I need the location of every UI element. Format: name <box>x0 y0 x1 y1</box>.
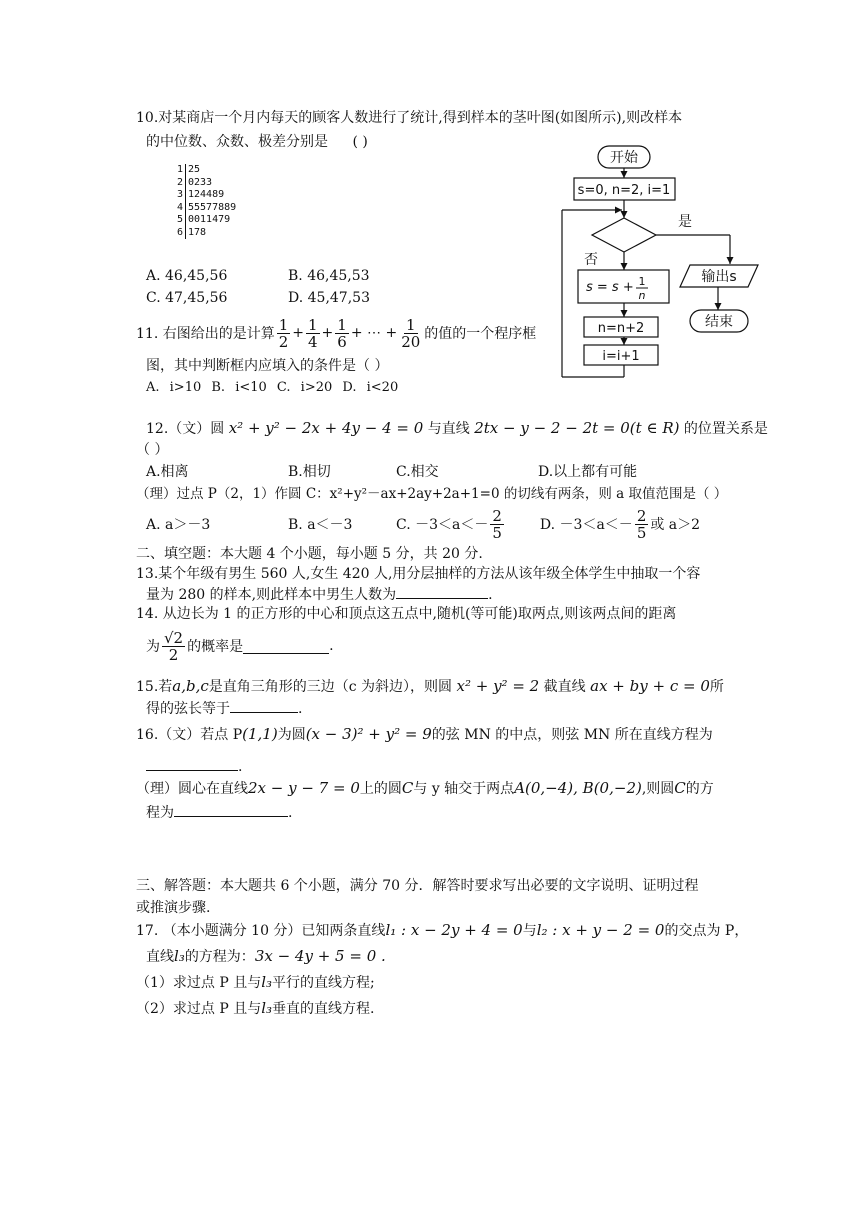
q12-wen <box>146 418 768 439</box>
q12-option-c: C.相交 <box>396 464 439 480</box>
q16-li-line-eq: 2x − y − 7 = 0 <box>248 779 360 797</box>
q12-li-option-a: A. a＞－3 <box>146 517 211 533</box>
q12-li-option-b: B. a＜－3 <box>288 517 353 533</box>
flow-decision-node <box>592 218 656 252</box>
q14-post: 的概率是 <box>187 639 244 655</box>
q14-line2: 为 $\frac{√2}{2}$ 的概率是 . <box>146 628 334 664</box>
section2-heading: 二、填空题：本大题 4 个小题，每小题 5 分，共 20 分. <box>136 546 483 562</box>
q13-line1: 13.某个年级有男生 560 人,女生 420 人,用分层抽样的方法从该年级全体学生中抽取一个容 <box>136 566 701 582</box>
q11-frac-1: $\frac{1}{2}$ <box>278 315 289 351</box>
q11-line2: 图，其中判断框内应填入的条件是（ ） <box>146 358 389 374</box>
stem-row <box>172 202 236 215</box>
flow-no-label: 否 <box>584 252 598 268</box>
leaf: 0011479 <box>188 214 231 225</box>
q17-pre: 17. （本小题满分 10 分）已知两条直线 <box>136 923 386 939</box>
q15-answer-blank[interactable] <box>230 698 298 713</box>
q10-answer-paren: ( ) <box>352 134 368 150</box>
q17-line2-pre: 直线 <box>146 949 174 965</box>
flow-assign-label: s = s + <box>586 280 634 295</box>
program-flowchart <box>550 140 770 385</box>
q12-wen-mid: 与直线 <box>427 421 470 437</box>
q17-line2 <box>146 946 386 967</box>
stem: 1 <box>172 164 186 177</box>
q16-li-pre: （理）圆心在直线 <box>136 781 248 797</box>
q12-option-d: D.以上都有可能 <box>538 464 638 480</box>
q14-pre: 为 <box>146 639 160 655</box>
stem-row <box>172 189 236 202</box>
q10-option-c: C. 47,45,56 <box>146 290 228 306</box>
flow-end-label: 结束 <box>705 314 733 330</box>
q16-point: (1,1) <box>242 725 278 743</box>
q13-line2: 量为 280 的样本,则此样本中男生人数为 . <box>146 584 493 605</box>
stem: 4 <box>172 202 186 215</box>
stem: 6 <box>172 227 186 240</box>
q17-sub1-pre: （1）求过点 P 且与 <box>136 975 262 991</box>
flow-update-n-label: n=n+2 <box>597 321 645 336</box>
flow-output-label: 输出s <box>701 269 737 285</box>
q14-line1: 14. 从边长为 1 的正方形的中心和顶点这五点中,随机(等可能)取两点,则该两点间的距离 <box>136 606 677 622</box>
q17-mid: 与 <box>522 923 537 939</box>
q17-sub1-post: 平行的直线方程; <box>272 975 375 991</box>
q17-l3-eq: 3x − 4y + 5 = 0 . <box>254 947 386 965</box>
flow-init-label: s=0, n=2, i=1 <box>577 183 671 198</box>
q16-li-c2: C <box>674 779 686 797</box>
stem-row <box>172 227 236 240</box>
q12-paren: （ ） <box>136 442 169 458</box>
q17-line2-mid: 的方程为： <box>184 949 255 965</box>
stem: 5 <box>172 214 186 227</box>
q16-li-post: ,则圆 <box>641 781 675 797</box>
q12-li-option-d: D. －3＜a＜－ <box>539 517 633 533</box>
q12-option-a: A.相离 <box>146 464 189 480</box>
q10-line1: 10.对某商店一个月内每天的顾客人数进行了统计,得到样本的茎叶图(如图所示),则改样本 <box>136 110 683 126</box>
q17-post: 的交点为 P， <box>664 923 749 939</box>
q16-li-points: A(0,−4), B(0,−2) <box>514 779 642 797</box>
q12-option-b: B.相切 <box>288 464 331 480</box>
q16-li-line2-text: 程为 <box>146 805 174 821</box>
q10-option-b: B. 46,45,53 <box>288 268 370 284</box>
q16-li-mid2: 与 y 轴交于两点 <box>413 781 515 797</box>
q12-line-eq: 2tx − y − 2 − 2t = 0(t ∈ R) <box>474 419 680 437</box>
q16-li-c: C <box>401 779 414 797</box>
q12-li-options <box>146 504 700 544</box>
q17-l2-eq: l₂ : x + y − 2 = 0 <box>536 921 665 939</box>
q16-li-answer-blank[interactable] <box>174 802 288 817</box>
stem: 3 <box>172 189 186 202</box>
stem-row <box>172 164 236 177</box>
flow-yes-label: 是 <box>678 214 692 230</box>
leaf: 55577889 <box>188 201 237 213</box>
q15-line-eq: ax + by + c = 0 <box>590 677 710 695</box>
leaf: 25 <box>188 164 201 175</box>
q11-line1: 11. 右图给出的是计算 $\frac{1}{2}$ + $\frac{1}{4}$ + $\frac{1}{6}$ + ⋯ + $\frac{1}{20}$ 的值的一个程序框 <box>136 315 537 351</box>
q13-line2-text: 量为 280 的样本,则此样本中男生人数为 <box>146 587 397 603</box>
q12-li-option-d-post: 或 a＞2 <box>650 517 701 533</box>
q16-circle-eq: (x − 3)² + y² = 9 <box>305 725 432 743</box>
q14-frac: $\frac{√2}{2}$ <box>164 628 184 664</box>
section3-line2: 或推演步骤. <box>136 900 211 916</box>
leaf: 0233 <box>188 176 213 188</box>
q12-li-option-c: C. －3＜a＜－ <box>396 517 489 533</box>
q12-wen-pre: 12.（文）圆 <box>146 421 225 437</box>
q17-l3: l₃ <box>174 947 185 965</box>
q10-option-d: D. 45,47,53 <box>288 290 370 306</box>
flow-assign-num: 1 <box>638 275 646 288</box>
q11-pre: 11. 右图给出的是计算 <box>136 326 275 342</box>
q15-pre: 15.若 <box>136 679 173 695</box>
q10-line2-text: 的中位数、众数、极差分别是 <box>146 134 328 150</box>
q12-circle-eq: x² + y² − 2x + 4y − 4 = 0 <box>228 419 424 437</box>
q10-option-a: A. 46,45,56 <box>146 268 228 284</box>
q16-li <box>136 778 714 799</box>
q17-sub2-pre: （2）求过点 P 且与 <box>136 1001 262 1017</box>
q16-wen-mid: 为圆 <box>277 727 306 743</box>
q17-sub2-l3: l₃ <box>261 999 273 1017</box>
q17-l1-eq: l₁ : x − 2y + 4 = 0 <box>385 921 523 939</box>
q11-frac-4: $\frac{1}{20}$ <box>401 315 421 351</box>
q16-li-mid: 上的圆 <box>359 781 402 797</box>
q16-wen-answer-blank[interactable] <box>146 756 238 771</box>
q11-frac-3: $\frac{1}{6}$ <box>337 315 347 351</box>
q15-line2: 得的弦长等于 . <box>146 698 302 719</box>
q16-li-line2: 程为 . <box>146 802 292 823</box>
q17-sub1-l3: l₃ <box>261 973 273 991</box>
q12-li-frac-c: $\frac{2}{5}$ <box>492 506 502 542</box>
q10-line2 <box>146 132 368 152</box>
q14-answer-blank[interactable] <box>243 639 329 654</box>
q15-line1 <box>136 676 724 697</box>
q15-circle-eq: x² + y² = 2 <box>456 677 540 695</box>
stem: 2 <box>172 177 186 190</box>
q17-sub2-post: 垂直的直线方程. <box>272 1001 375 1017</box>
q12-wen-post: 的位置关系是 <box>683 421 768 437</box>
q16-wen-blank-line: . <box>146 756 242 777</box>
q13-answer-blank[interactable] <box>396 584 488 599</box>
flow-assign-den: n <box>638 289 646 302</box>
q12-li-frac-d: $\frac{2}{5}$ <box>636 506 647 542</box>
flow-update-i-label: i=i+1 <box>602 349 640 364</box>
q15-mid2: 截直线 <box>543 679 586 695</box>
q16-li-post2: 的方 <box>685 781 714 797</box>
q17-line1 <box>136 920 748 941</box>
q17-sub2 <box>136 998 375 1019</box>
q17-sub1 <box>136 972 375 993</box>
flow-start-label: 开始 <box>610 150 638 166</box>
section3-line1: 三、解答题：本大题共 6 个小题，满分 70 分．解答时要求写出必要的文字说明、证明过程 <box>136 878 699 894</box>
leaf: 124489 <box>188 189 225 200</box>
q12-li: （理）过点 P（2，1）作圆 C：x²+y²－ax+2ay+2a+1=0 的切线有两条，则 a 取值范围是（ ） <box>136 486 728 502</box>
stem-row <box>172 214 236 227</box>
q16-wen-pre: 16.（文）若点 P <box>136 727 243 743</box>
q15-post: 所 <box>709 679 724 695</box>
q11-frac-2: $\frac{1}{4}$ <box>308 315 318 351</box>
q16-wen <box>136 724 713 745</box>
q11-post: 的值的一个程序框 <box>424 326 537 342</box>
stem-leaf-plot <box>172 164 236 239</box>
q15-vars: a,b,c <box>172 677 209 695</box>
q15-line2-text: 得的弦长等于 <box>146 701 230 717</box>
q15-mid: 是直角三角形的三边（c 为斜边），则圆 <box>208 679 453 695</box>
q11-options: A. i>10 B. i<10 C. i>20 D. i<20 <box>146 380 399 395</box>
q16-wen-post: 的弦 MN 的中点，则弦 MN 所在直线方程为 <box>431 727 713 743</box>
stem-row <box>172 177 236 190</box>
leaf: 178 <box>188 226 207 238</box>
